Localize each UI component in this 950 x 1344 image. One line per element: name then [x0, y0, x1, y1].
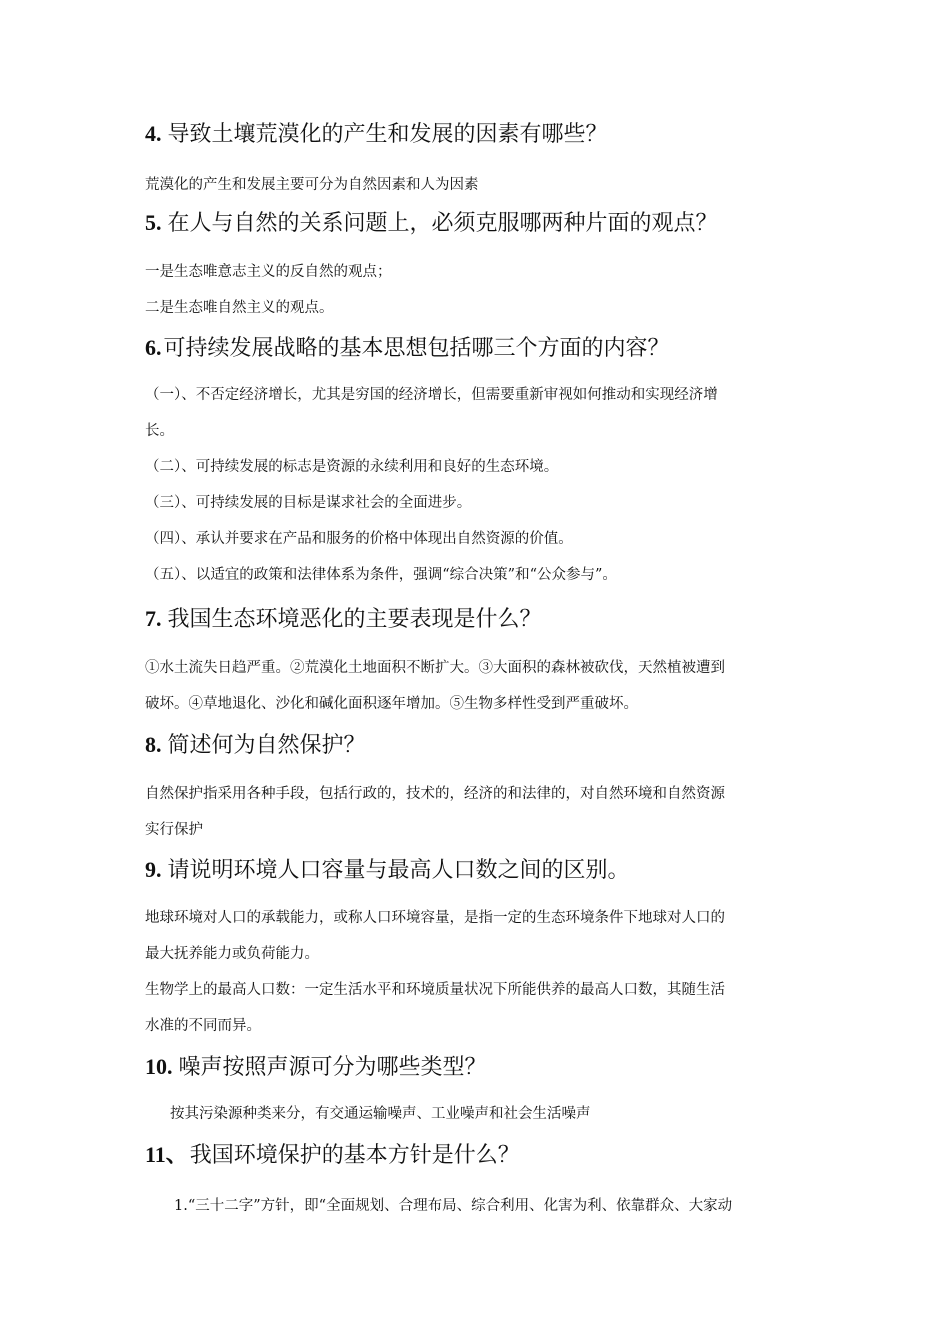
question-number: 8.: [145, 732, 162, 757]
question-number: 7.: [145, 606, 162, 631]
answer-line: 地球环境对人口的承载能力，或称人口环境容量，是指一定的生态环境条件下地球对人口的: [145, 910, 725, 926]
question-9-answer: [145, 900, 810, 1044]
answer-line: 荒漠化的产生和发展主要可分为自然因素和人为因素: [145, 177, 479, 193]
question-5-answer: [145, 254, 810, 326]
question-title: 导致土壤荒漠化的产生和发展的因素有哪些？: [167, 122, 608, 147]
answer-line: 按其污染源种类来分，有交通运输噪声、工业噪声和社会生活噪声: [170, 1106, 591, 1122]
question-9-heading: [145, 855, 810, 886]
answer-line: （五）、以适宜的政策和法律体系为条件，强调“综合决策”和“公众参与”。: [145, 567, 617, 583]
answer-line: 水准的不同而异。: [145, 1018, 261, 1034]
question-7-answer: [145, 650, 810, 722]
answer-line: （一）、不否定经济增长，尤其是穷国的经济增长，但需要重新审视如何推动和实现经济增: [145, 387, 718, 403]
question-11-heading: [145, 1140, 810, 1171]
question-11-answer: [174, 1188, 814, 1224]
question-10-heading: [145, 1052, 810, 1083]
question-8-heading: [145, 730, 810, 761]
question-7-heading: [145, 604, 810, 635]
answer-line: ①水土流失日趋严重。②荒漠化土地面积不断扩大。③大面积的森林被砍伐，天然植被遭到: [145, 660, 725, 676]
question-number: 11、: [145, 1142, 188, 1167]
answer-line: 一是生态唯意志主义的反自然的观点；: [145, 264, 392, 280]
question-10-answer: [170, 1096, 810, 1132]
answer-line: 破坏。④草地退化、沙化和碱化面积逐年增加。⑤生物多样性受到严重破坏。: [145, 696, 638, 712]
answer-line: 1.“三十二字”方针，即“全面规划、合理布局、综合利用、化害为利、依靠群众、大家动: [174, 1198, 733, 1214]
question-title: 噪声按照声源可分为哪些类型？: [178, 1055, 487, 1080]
answer-line: 生物学上的最高人口数：一定生活水平和环境质量状况下所能供养的最高人口数，其随生活: [145, 982, 725, 998]
answer-line: （四）、承认并要求在产品和服务的价格中体现出自然资源的价值。: [145, 531, 573, 547]
question-6-answer: [145, 377, 810, 593]
question-6-heading: [145, 333, 810, 364]
question-8-answer: [145, 776, 810, 848]
question-5-heading: [145, 208, 810, 239]
question-4-answer: [145, 167, 810, 203]
answer-line: 自然保护指采用各种手段，包括行政的，技术的，经济的和法律的，对自然环境和自然资源: [145, 786, 725, 802]
question-title: 我国生态环境恶化的主要表现是什么？: [167, 607, 542, 632]
question-number: 4.: [145, 121, 162, 146]
question-number: 10.: [145, 1054, 173, 1079]
question-title: 请说明环境人口容量与最高人口数之间的区别。: [167, 858, 630, 883]
question-4-heading: [145, 119, 810, 150]
answer-line: （二）、可持续发展的标志是资源的永续利用和良好的生态环境。: [145, 459, 559, 475]
question-title: 简述何为自然保护？: [167, 733, 366, 758]
question-number: 5.: [145, 210, 162, 235]
answer-line: 最大抚养能力或负荷能力。: [145, 946, 319, 962]
question-number: 6.: [145, 335, 162, 360]
question-title: 可持续发展战略的基本思想包括哪三个方面的内容？: [163, 336, 670, 361]
answer-line: 二是生态唯自然主义的观点。: [145, 300, 334, 316]
answer-line: 实行保护: [145, 822, 203, 838]
question-number: 9.: [145, 857, 162, 882]
question-title: 在人与自然的关系问题上，必须克服哪两种片面的观点？: [167, 211, 718, 236]
answer-line: （三）、可持续发展的目标是谋求社会的全面进步。: [145, 495, 472, 511]
answer-line: 长。: [145, 423, 174, 439]
question-title: 我国环境保护的基本方针是什么？: [189, 1143, 520, 1168]
